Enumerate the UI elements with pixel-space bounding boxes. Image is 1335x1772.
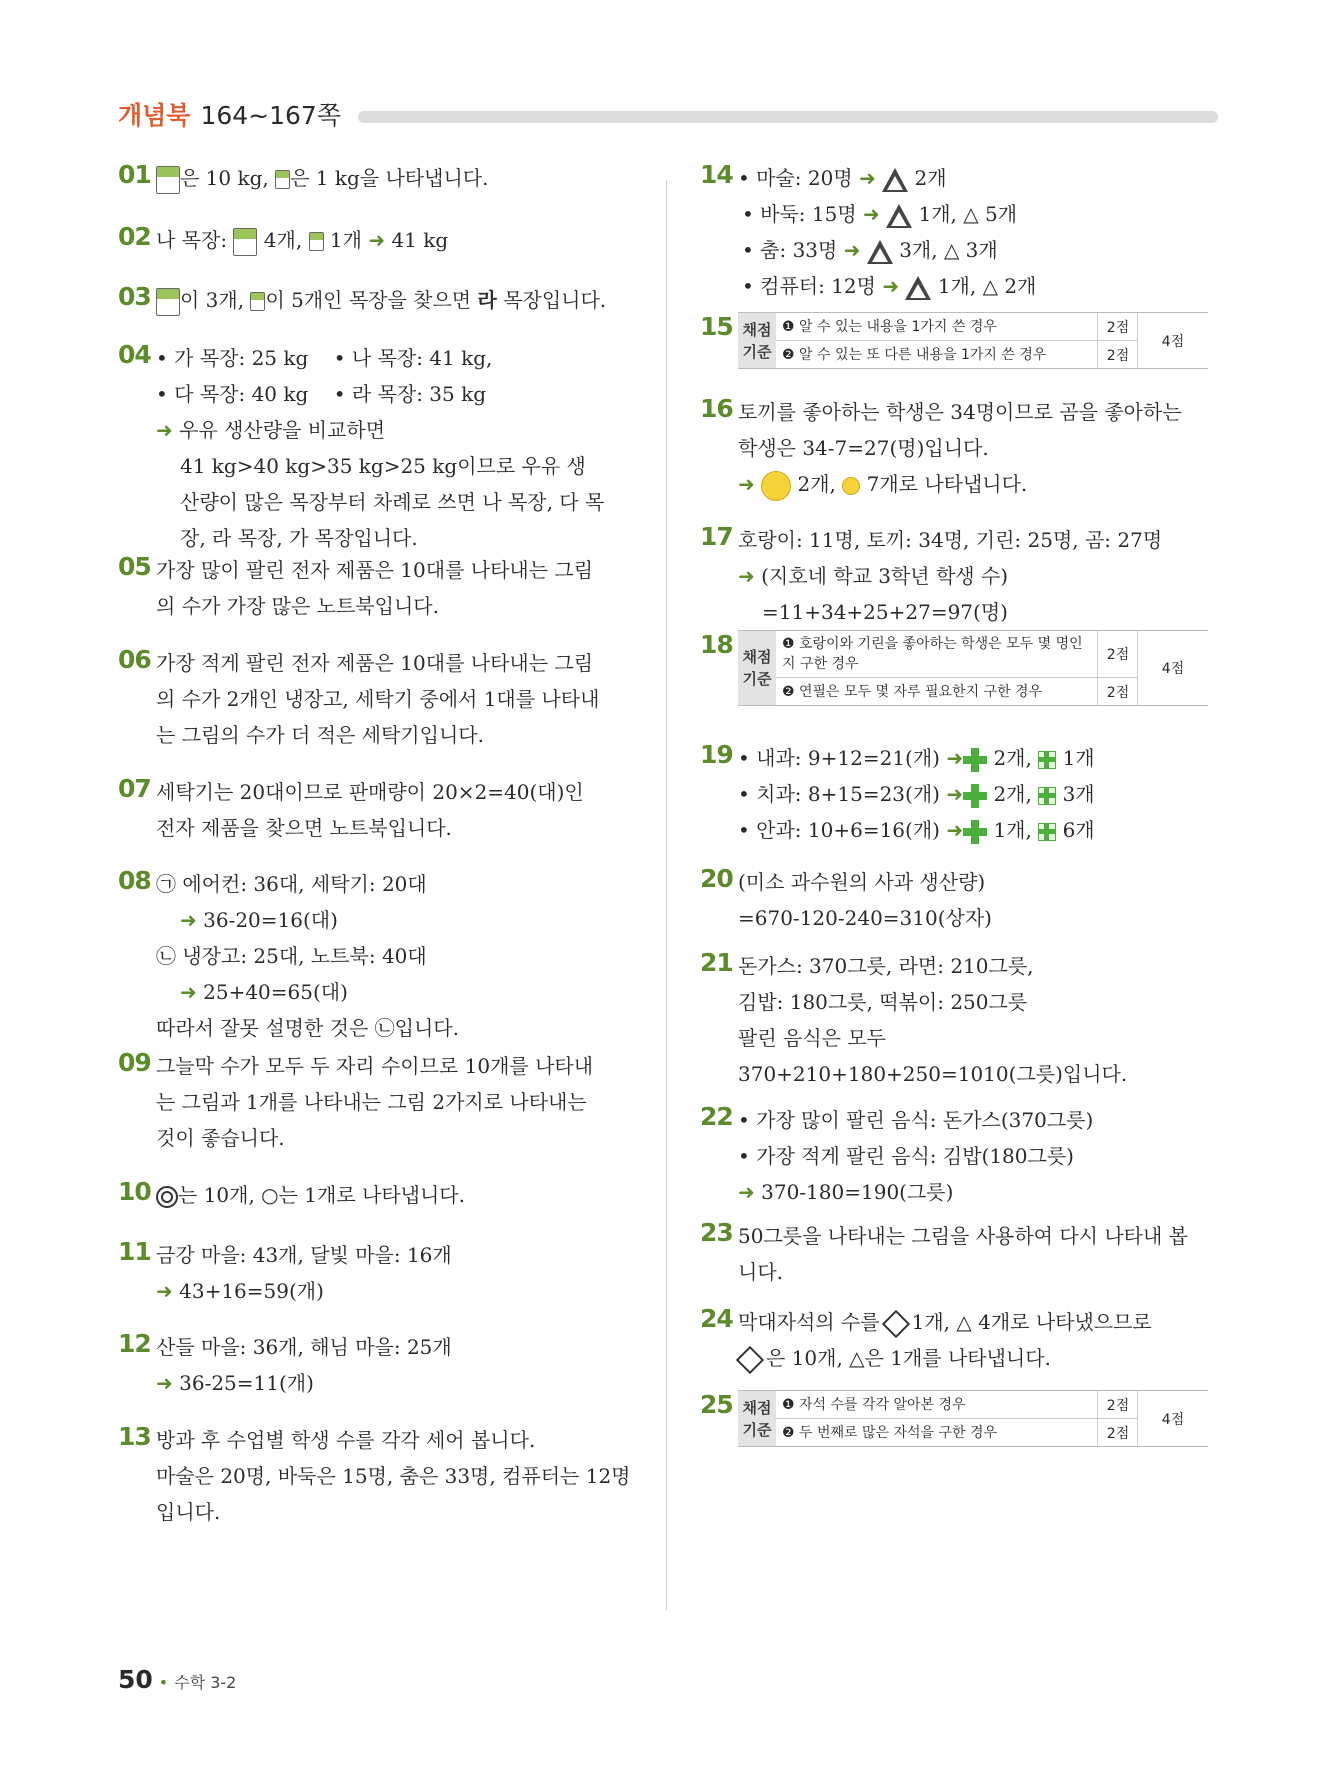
answer-number: 21: [700, 948, 733, 977]
page-footer: [118, 1665, 236, 1694]
small-cross-icon: [1038, 787, 1056, 805]
arrow-icon: ➜: [843, 238, 861, 262]
arrow-icon: ➜: [859, 166, 876, 190]
text: 나 목장:: [156, 228, 228, 252]
arrow-icon: ➜: [156, 1371, 173, 1395]
text: 36-20=16(대): [203, 908, 338, 932]
text: 목장입니다.: [503, 288, 607, 312]
text: 2개,: [993, 746, 1032, 770]
answer-number: 10: [118, 1177, 151, 1206]
text: 1개: [329, 228, 362, 252]
answer-number: 18: [700, 630, 733, 659]
column-divider: [666, 180, 667, 1610]
answer-number: 14: [700, 160, 733, 189]
text: 입니다.: [156, 1500, 221, 1524]
arrow-icon: ➜: [156, 418, 173, 442]
scoring-label: 채점 기준: [738, 313, 776, 368]
answer-number: 03: [118, 282, 151, 311]
answer-number: 24: [700, 1304, 733, 1333]
text: 3개, △ 3개: [899, 238, 998, 262]
scoring-label: 채점 기준: [738, 1391, 776, 1446]
arrow-icon: ➜: [882, 274, 900, 298]
page-number: 50: [118, 1665, 153, 1694]
page-header: [118, 96, 1218, 136]
scoring-label: 채점 기준: [738, 631, 776, 705]
double-circle-icon: [156, 1186, 178, 1208]
arrow-icon: ➜: [180, 980, 197, 1004]
big-triangle-icon: [886, 204, 912, 228]
answer-number: 11: [118, 1237, 151, 1266]
text: 가장 적게 팔린 전자 제품은 10대를 나타내는 그림: [156, 651, 594, 675]
scoring-table: [738, 312, 1208, 369]
text: ㉠ 에어컨: 36대, 세탁기: 20대: [156, 872, 427, 896]
arrow-icon: ➜: [946, 746, 964, 770]
text: 토끼를 좋아하는 학생은 34명이므로 곰을 좋아하는: [738, 400, 1182, 424]
text: ㉡ 냉장고: 25대, 노트북: 40대: [156, 944, 427, 968]
answer-number: 09: [118, 1048, 151, 1077]
text: 방과 후 수업별 학생 수를 각각 세어 봅니다.: [156, 1428, 536, 1452]
points: 2점: [1097, 1419, 1138, 1446]
text: 마술은 20명, 바둑은 15명, 춤은 33명, 컴퓨터는 12명: [156, 1464, 631, 1488]
total-points: 4점: [1137, 313, 1208, 368]
text: 김밥: 180그릇, 떡볶이: 250그릇: [738, 990, 1028, 1014]
total-points: 4점: [1137, 631, 1208, 705]
text: 은 10 kg,: [180, 166, 269, 190]
text: 1개, △ 5개: [918, 202, 1018, 226]
text: 은 1 kg을 나타냅니다.: [290, 166, 489, 190]
text: 산량이 많은 목장부터 차례로 쓰면 나 목장, 다 목: [180, 490, 605, 514]
answer-number: 19: [700, 740, 733, 769]
big-milk-icon: [233, 228, 257, 256]
text: 의 수가 가장 많은 노트북입니다.: [156, 594, 439, 618]
bullet-icon: •: [158, 1673, 169, 1692]
text: 41 kg: [391, 228, 449, 252]
criterion: ❷ 두 번째로 많은 자석을 구한 경우: [782, 1424, 998, 1441]
text: 6개: [1062, 818, 1095, 842]
arrow-icon: ➜: [738, 1180, 755, 1204]
text: 는 10개,: [178, 1183, 255, 1207]
points: 2점: [1097, 341, 1138, 368]
answer-number: 16: [700, 394, 733, 423]
text: • 가 목장: 25 kg: [156, 346, 309, 370]
answer-number: 06: [118, 645, 151, 674]
text: =670-120-240=310(상자): [738, 906, 992, 930]
text: 우유 생산량을 비교하면: [179, 418, 386, 442]
text: 36-25=11(개): [179, 1371, 314, 1395]
text: 세탁기는 20대이므로 판매량이 20×2=40(대)인: [156, 780, 584, 804]
text: 50그릇을 나타내는 그림을 사용하여 다시 나타내 봅: [738, 1224, 1188, 1248]
criterion: ❶ 알 수 있는 내용을 1가지 쓴 경우: [782, 318, 997, 335]
text: 산들 마을: 36개, 해님 마을: 25개: [156, 1335, 452, 1359]
text: 의 수가 2개인 냉장고, 세탁기 중에서 1대를 나타내: [156, 687, 600, 711]
text: • 춤: 33명: [742, 238, 838, 262]
text: (지호네 학교 3학년 학생 수): [761, 564, 1009, 588]
arrow-icon: ➜: [863, 202, 880, 226]
text: • 가장 많이 팔린 음식: 돈가스(370그릇): [738, 1108, 1094, 1132]
text: • 라 목장: 35 kg: [333, 382, 487, 406]
text: 2개,: [993, 782, 1032, 806]
text: 1개, △ 4개로 나타냈으므로: [911, 1310, 1152, 1334]
big-milk-icon: [156, 288, 180, 316]
scoring-table: [738, 1390, 1208, 1447]
answer-number: 02: [118, 222, 151, 251]
answer-number: 01: [118, 160, 151, 189]
header-title: 개념북: [118, 101, 191, 130]
arrow-icon: ➜: [946, 818, 964, 842]
text: • 다 목장: 40 kg: [156, 382, 309, 406]
text: 43+16=59(개): [179, 1279, 324, 1303]
text: =11+34+25+27=97(명): [762, 600, 1008, 624]
text: 따라서 잘못 설명한 것은 ㉡입니다.: [156, 1016, 459, 1040]
criterion: ❷ 연필은 모두 몇 자루 필요한지 구한 경우: [782, 683, 1043, 700]
big-cross-icon: [963, 784, 987, 808]
criterion: ❷ 알 수 있는 또 다른 내용을 1가지 쓴 경우: [782, 346, 1047, 363]
small-cross-icon: [1038, 823, 1056, 841]
text: • 내과: 9+12=21(개): [738, 746, 940, 770]
text: • 치과: 8+15=23(개): [738, 782, 940, 806]
text: 막대자석의 수를: [738, 1310, 880, 1334]
text: 라: [477, 288, 497, 312]
big-cross-icon: [963, 820, 987, 844]
scoring-row: [776, 678, 1138, 705]
text: 그늘막 수가 모두 두 자리 수이므로 10개를 나타내: [156, 1054, 594, 1078]
answer-number: 12: [118, 1329, 151, 1358]
text: 것이 좋습니다.: [156, 1126, 285, 1150]
text: 돈가스: 370그릇, 라면: 210그릇,: [738, 954, 1034, 978]
answer-number: 08: [118, 866, 151, 895]
arrow-icon: ➜: [946, 782, 964, 806]
text: 41 kg>40 kg>35 kg>25 kg이므로 우유 생: [180, 454, 586, 478]
text: ○는 1개로 나타냅니다.: [261, 1183, 465, 1207]
points: 2점: [1097, 631, 1138, 677]
text: 가장 많이 팔린 전자 제품은 10대를 나타내는 그림: [156, 558, 594, 582]
big-smiley-icon: [761, 471, 791, 501]
answer-number: 22: [700, 1102, 733, 1131]
text: • 안과: 10+6=16(개): [738, 818, 940, 842]
big-cross-icon: [963, 748, 987, 772]
diamond-icon: [881, 1309, 909, 1337]
answer-number: 15: [700, 312, 733, 341]
scoring-row: [776, 1391, 1138, 1419]
scoring-row: [776, 631, 1138, 678]
text: • 나 목장: 41 kg,: [333, 346, 493, 370]
answer-number: 23: [700, 1218, 733, 1247]
text: 는 그림의 수가 더 적은 세탁기입니다.: [156, 723, 484, 747]
arrow-icon: ➜: [738, 472, 755, 496]
answer-number: 25: [700, 1390, 733, 1419]
text: 호랑이: 11명, 토끼: 34명, 기린: 25명, 곰: 27명: [738, 528, 1163, 552]
text: 학생은 34-7=27(명)입니다.: [738, 436, 989, 460]
text: 370+210+180+250=1010(그릇)입니다.: [738, 1062, 1128, 1086]
answer-number: 20: [700, 864, 733, 893]
text: 2개: [914, 166, 947, 190]
arrow-icon: ➜: [738, 564, 755, 588]
text: 1개: [1062, 746, 1095, 770]
text: • 바둑: 15명: [742, 202, 857, 226]
text: 4개,: [263, 228, 303, 252]
small-cross-icon: [1038, 751, 1056, 769]
text: 370-180=190(그릇): [761, 1180, 954, 1204]
text: 2개,: [797, 472, 836, 496]
points: 2점: [1097, 313, 1138, 340]
text: 는 그림과 1개를 나타내는 그림 2가지로 나타내는: [156, 1090, 587, 1114]
points: 2점: [1097, 1391, 1138, 1418]
text: 이 5개인 목장을 찾으면: [265, 288, 472, 312]
text: 은 10개, △은 1개를 나타냅니다.: [766, 1346, 1051, 1370]
answer-number: 13: [118, 1422, 151, 1451]
text: 전자 제품을 찾으면 노트북입니다.: [156, 816, 452, 840]
arrow-icon: ➜: [368, 228, 386, 252]
answer-number: 17: [700, 522, 733, 551]
scoring-table: [738, 630, 1208, 706]
answer-number: 04: [118, 340, 151, 369]
answer-number: 07: [118, 774, 151, 803]
small-milk-icon: [250, 292, 265, 311]
text: • 마술: 20명: [738, 166, 853, 190]
criterion: ❶ 자석 수를 각각 알아본 경우: [782, 1396, 966, 1413]
text: 1개, △ 2개: [937, 274, 1037, 298]
small-milk-icon: [275, 170, 290, 189]
scoring-row: [776, 341, 1138, 368]
criterion: ❶ 호랑이와 기린을 좋아하는 학생은 모두 몇 명인 지 구한 경우: [782, 636, 1083, 672]
text: 이 3개,: [180, 288, 245, 312]
text: 25+40=65(대): [203, 980, 348, 1004]
scoring-row: [776, 1419, 1138, 1446]
text: 1개,: [993, 818, 1032, 842]
small-milk-icon: [309, 232, 324, 251]
big-triangle-icon: [867, 240, 893, 264]
text: 7개로 나타냅니다.: [866, 472, 1028, 496]
text: 금강 마을: 43개, 달빛 마을: 16개: [156, 1243, 452, 1267]
text: 3개: [1062, 782, 1095, 806]
diamond-icon: [736, 1345, 764, 1373]
big-triangle-icon: [882, 168, 908, 192]
text: • 가장 적게 팔린 음식: 김밥(180그릇): [738, 1144, 1074, 1168]
header-bar: [358, 111, 1218, 123]
arrow-icon: ➜: [180, 908, 197, 932]
header-pages: 164~167쪽: [200, 101, 341, 130]
book-title: 수학 3-2: [174, 1673, 237, 1692]
big-milk-icon: [156, 166, 180, 194]
small-smiley-icon: [842, 477, 860, 495]
scoring-row: [776, 313, 1138, 341]
total-points: 4점: [1137, 1391, 1208, 1446]
big-triangle-icon: [905, 276, 931, 300]
answer-number: 05: [118, 552, 151, 581]
text: 니다.: [738, 1260, 783, 1284]
text: • 컴퓨터: 12명: [742, 274, 876, 298]
text: 장, 라 목장, 가 목장입니다.: [180, 526, 418, 550]
text: 팔린 음식은 모두: [738, 1026, 886, 1050]
points: 2점: [1097, 678, 1138, 705]
arrow-icon: ➜: [156, 1279, 173, 1303]
text: (미소 과수원의 사과 생산량): [738, 870, 986, 894]
